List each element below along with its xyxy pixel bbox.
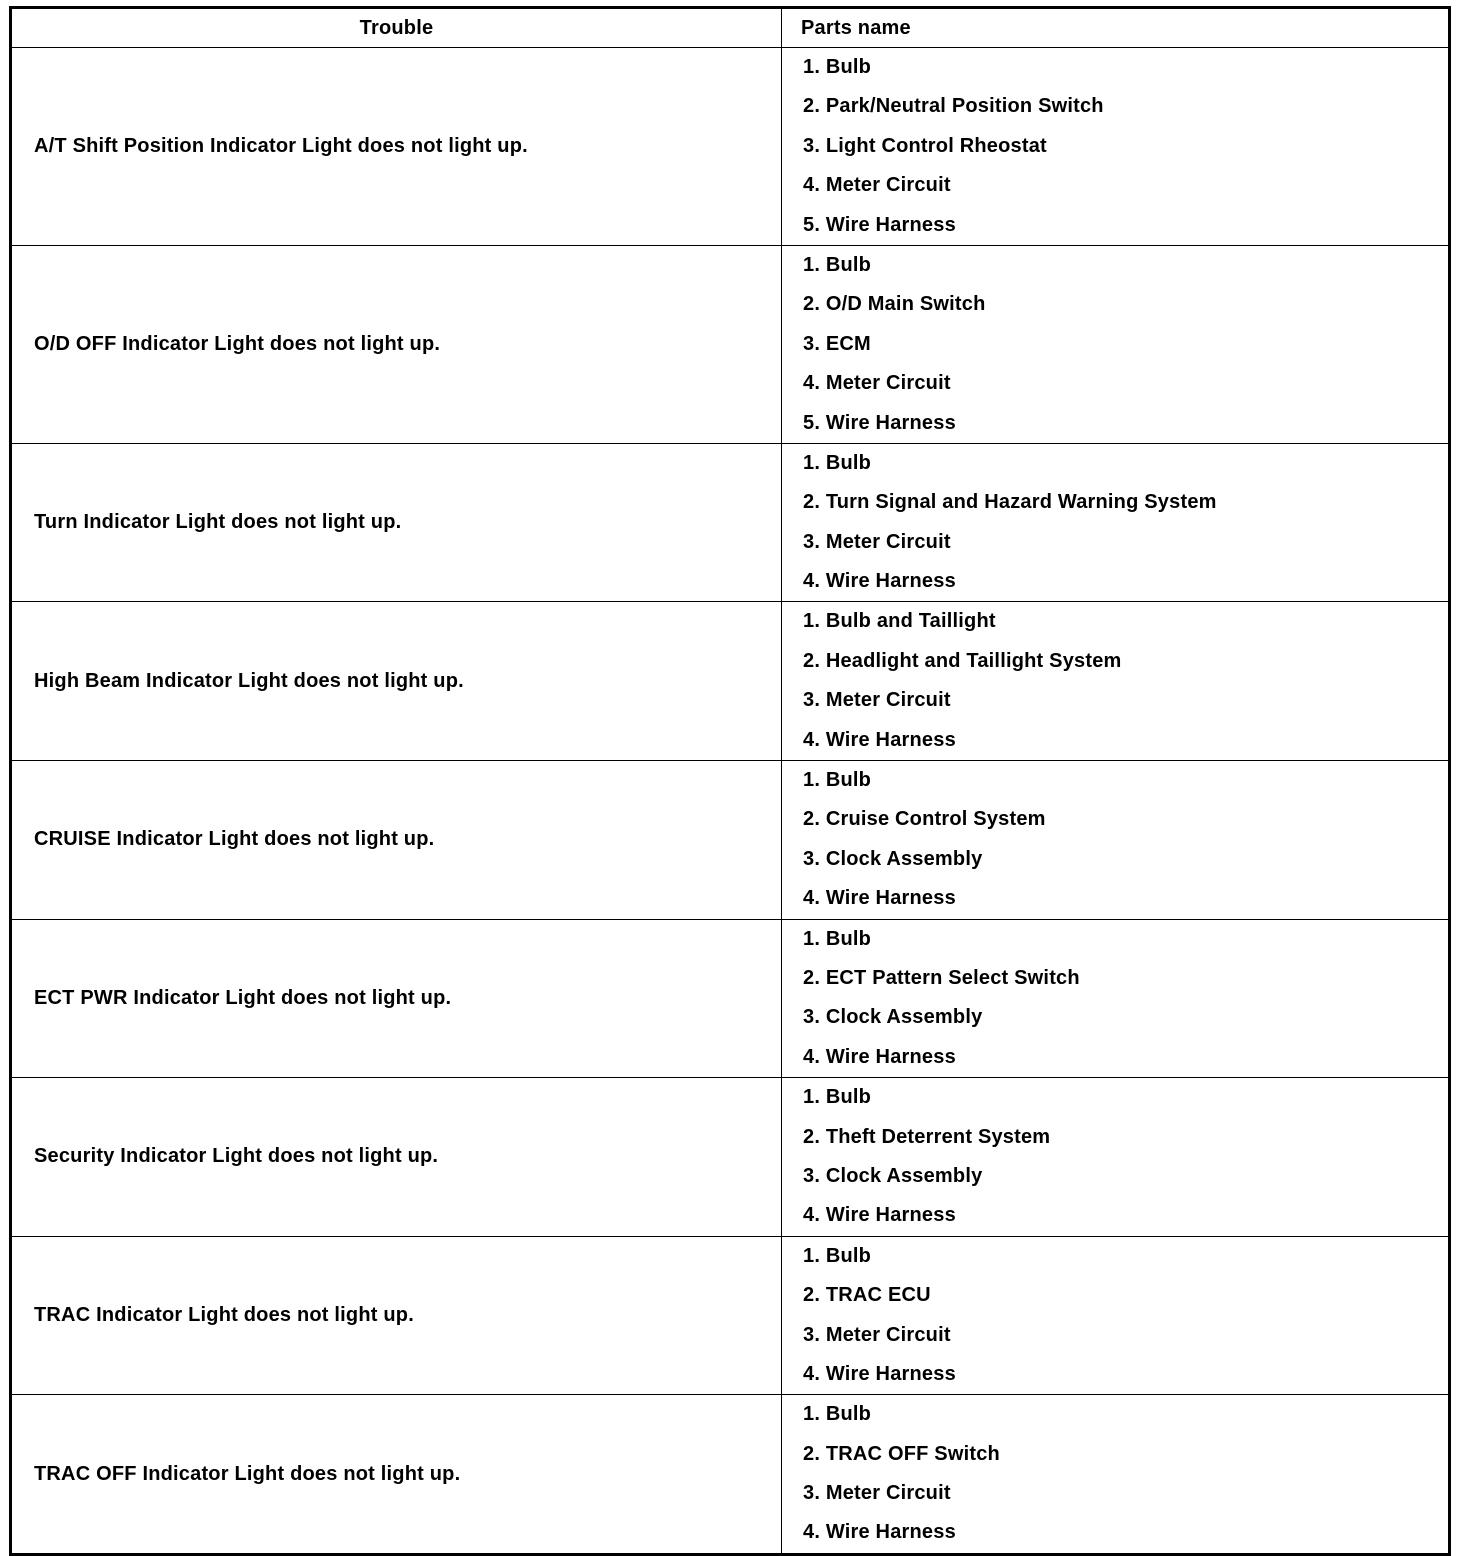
parts-list-item: 2. TRAC ECU bbox=[803, 1284, 931, 1307]
parts-list-item: 3. Clock Assembly bbox=[803, 847, 983, 870]
parts-list-item: 4. Wire Harness bbox=[803, 1204, 956, 1227]
table-row bbox=[12, 443, 1449, 602]
parts-list-item: 2. Turn Signal and Hazard Warning System bbox=[803, 491, 1217, 514]
parts-list-item: 1. Bulb bbox=[803, 56, 872, 78]
parts-list bbox=[782, 444, 1448, 602]
parts-list-item: 4. Wire Harness bbox=[803, 887, 956, 910]
parts-list-item: 3. ECM bbox=[803, 332, 871, 355]
parts-list-item: 3. Meter Circuit bbox=[803, 1323, 951, 1346]
parts-list bbox=[782, 1395, 1448, 1553]
parts-cell bbox=[782, 443, 1449, 602]
parts-cell bbox=[782, 245, 1449, 443]
parts-list bbox=[782, 1078, 1448, 1236]
trouble-cell: TRAC OFF Indicator Light does not light up. bbox=[12, 1395, 782, 1554]
parts-list-item: 2. Theft Deterrent System bbox=[803, 1125, 1051, 1148]
trouble-cell: ECT PWR Indicator Light does not light up. bbox=[12, 919, 782, 1078]
parts-list-item: 1. Bulb and Taillight bbox=[803, 610, 996, 633]
parts-list-item: 3. Clock Assembly bbox=[803, 1006, 983, 1029]
parts-list-item: 1. Bulb bbox=[803, 927, 872, 950]
trouble-cell: CRUISE Indicator Light does not light up. bbox=[12, 761, 782, 920]
parts-list-item: 3. Light Control Rheostat bbox=[803, 134, 1047, 157]
parts-cell bbox=[782, 1395, 1449, 1554]
parts-list bbox=[782, 1237, 1448, 1395]
parts-cell bbox=[782, 48, 1449, 246]
parts-cell bbox=[782, 602, 1449, 761]
parts-list-item: 2. O/D Main Switch bbox=[803, 293, 986, 316]
table-row bbox=[12, 245, 1449, 443]
trouble-cell: Security Indicator Light does not light up. bbox=[12, 1078, 782, 1237]
troubleshooting-table-frame bbox=[9, 6, 1451, 1556]
parts-list-item: 1. Bulb bbox=[803, 1086, 872, 1109]
parts-list-item: 5. Wire Harness bbox=[803, 411, 956, 434]
table-header-row bbox=[12, 9, 1449, 48]
parts-list bbox=[782, 761, 1448, 919]
parts-list-item: 4. Wire Harness bbox=[803, 728, 956, 751]
parts-list bbox=[782, 920, 1448, 1078]
parts-cell bbox=[782, 761, 1449, 920]
table-row bbox=[12, 48, 1449, 246]
parts-list-item: 3. Clock Assembly bbox=[803, 1164, 983, 1187]
table-body bbox=[12, 48, 1449, 1554]
trouble-cell: O/D OFF Indicator Light does not light up. bbox=[12, 245, 782, 443]
parts-list bbox=[782, 602, 1448, 760]
troubleshooting-table bbox=[11, 8, 1449, 1554]
parts-list-item: 2. Headlight and Taillight System bbox=[803, 649, 1122, 672]
trouble-cell: TRAC Indicator Light does not light up. bbox=[12, 1236, 782, 1395]
parts-list-item: 1. Bulb bbox=[803, 1244, 872, 1267]
header-parts-name: Parts name bbox=[782, 9, 1449, 48]
header-trouble: Trouble bbox=[12, 9, 782, 48]
table-row bbox=[12, 919, 1449, 1078]
parts-list-item: 4. Meter Circuit bbox=[803, 174, 951, 197]
parts-list-item: 3. Meter Circuit bbox=[803, 530, 951, 553]
parts-list-item: 5. Wire Harness bbox=[803, 213, 956, 236]
parts-list-item: 1. Bulb bbox=[803, 769, 872, 792]
parts-list-item: 4. Meter Circuit bbox=[803, 372, 951, 395]
parts-list-item: 2. ECT Pattern Select Switch bbox=[803, 966, 1080, 989]
parts-cell bbox=[782, 1236, 1449, 1395]
trouble-cell: A/T Shift Position Indicator Light does not light up. bbox=[12, 48, 782, 246]
parts-list-item: 3. Meter Circuit bbox=[803, 1482, 951, 1505]
parts-list-item: 2. Park/Neutral Position Switch bbox=[803, 95, 1104, 118]
table-row bbox=[12, 1236, 1449, 1395]
parts-cell bbox=[782, 919, 1449, 1078]
parts-list-item: 4. Wire Harness bbox=[803, 1362, 956, 1385]
parts-list-item: 2. TRAC OFF Switch bbox=[803, 1442, 1000, 1465]
table-row bbox=[12, 761, 1449, 920]
parts-list-item: 4. Wire Harness bbox=[803, 570, 956, 593]
table-row bbox=[12, 1395, 1449, 1554]
table-row bbox=[12, 602, 1449, 761]
parts-list-item: 1. Bulb bbox=[803, 253, 872, 276]
parts-list-item: 2. Cruise Control System bbox=[803, 808, 1046, 831]
parts-list-item: 4. Wire Harness bbox=[803, 1521, 956, 1544]
trouble-cell: High Beam Indicator Light does not light up. bbox=[12, 602, 782, 761]
parts-list-item: 3. Meter Circuit bbox=[803, 689, 951, 712]
parts-list-item: 1. Bulb bbox=[803, 1403, 872, 1426]
table-row bbox=[12, 1078, 1449, 1237]
parts-cell bbox=[782, 1078, 1449, 1237]
parts-list bbox=[782, 246, 1448, 443]
parts-list-item: 4. Wire Harness bbox=[803, 1045, 956, 1068]
parts-list bbox=[782, 48, 1448, 245]
parts-list-item: 1. Bulb bbox=[803, 451, 872, 474]
trouble-cell: Turn Indicator Light does not light up. bbox=[12, 443, 782, 602]
